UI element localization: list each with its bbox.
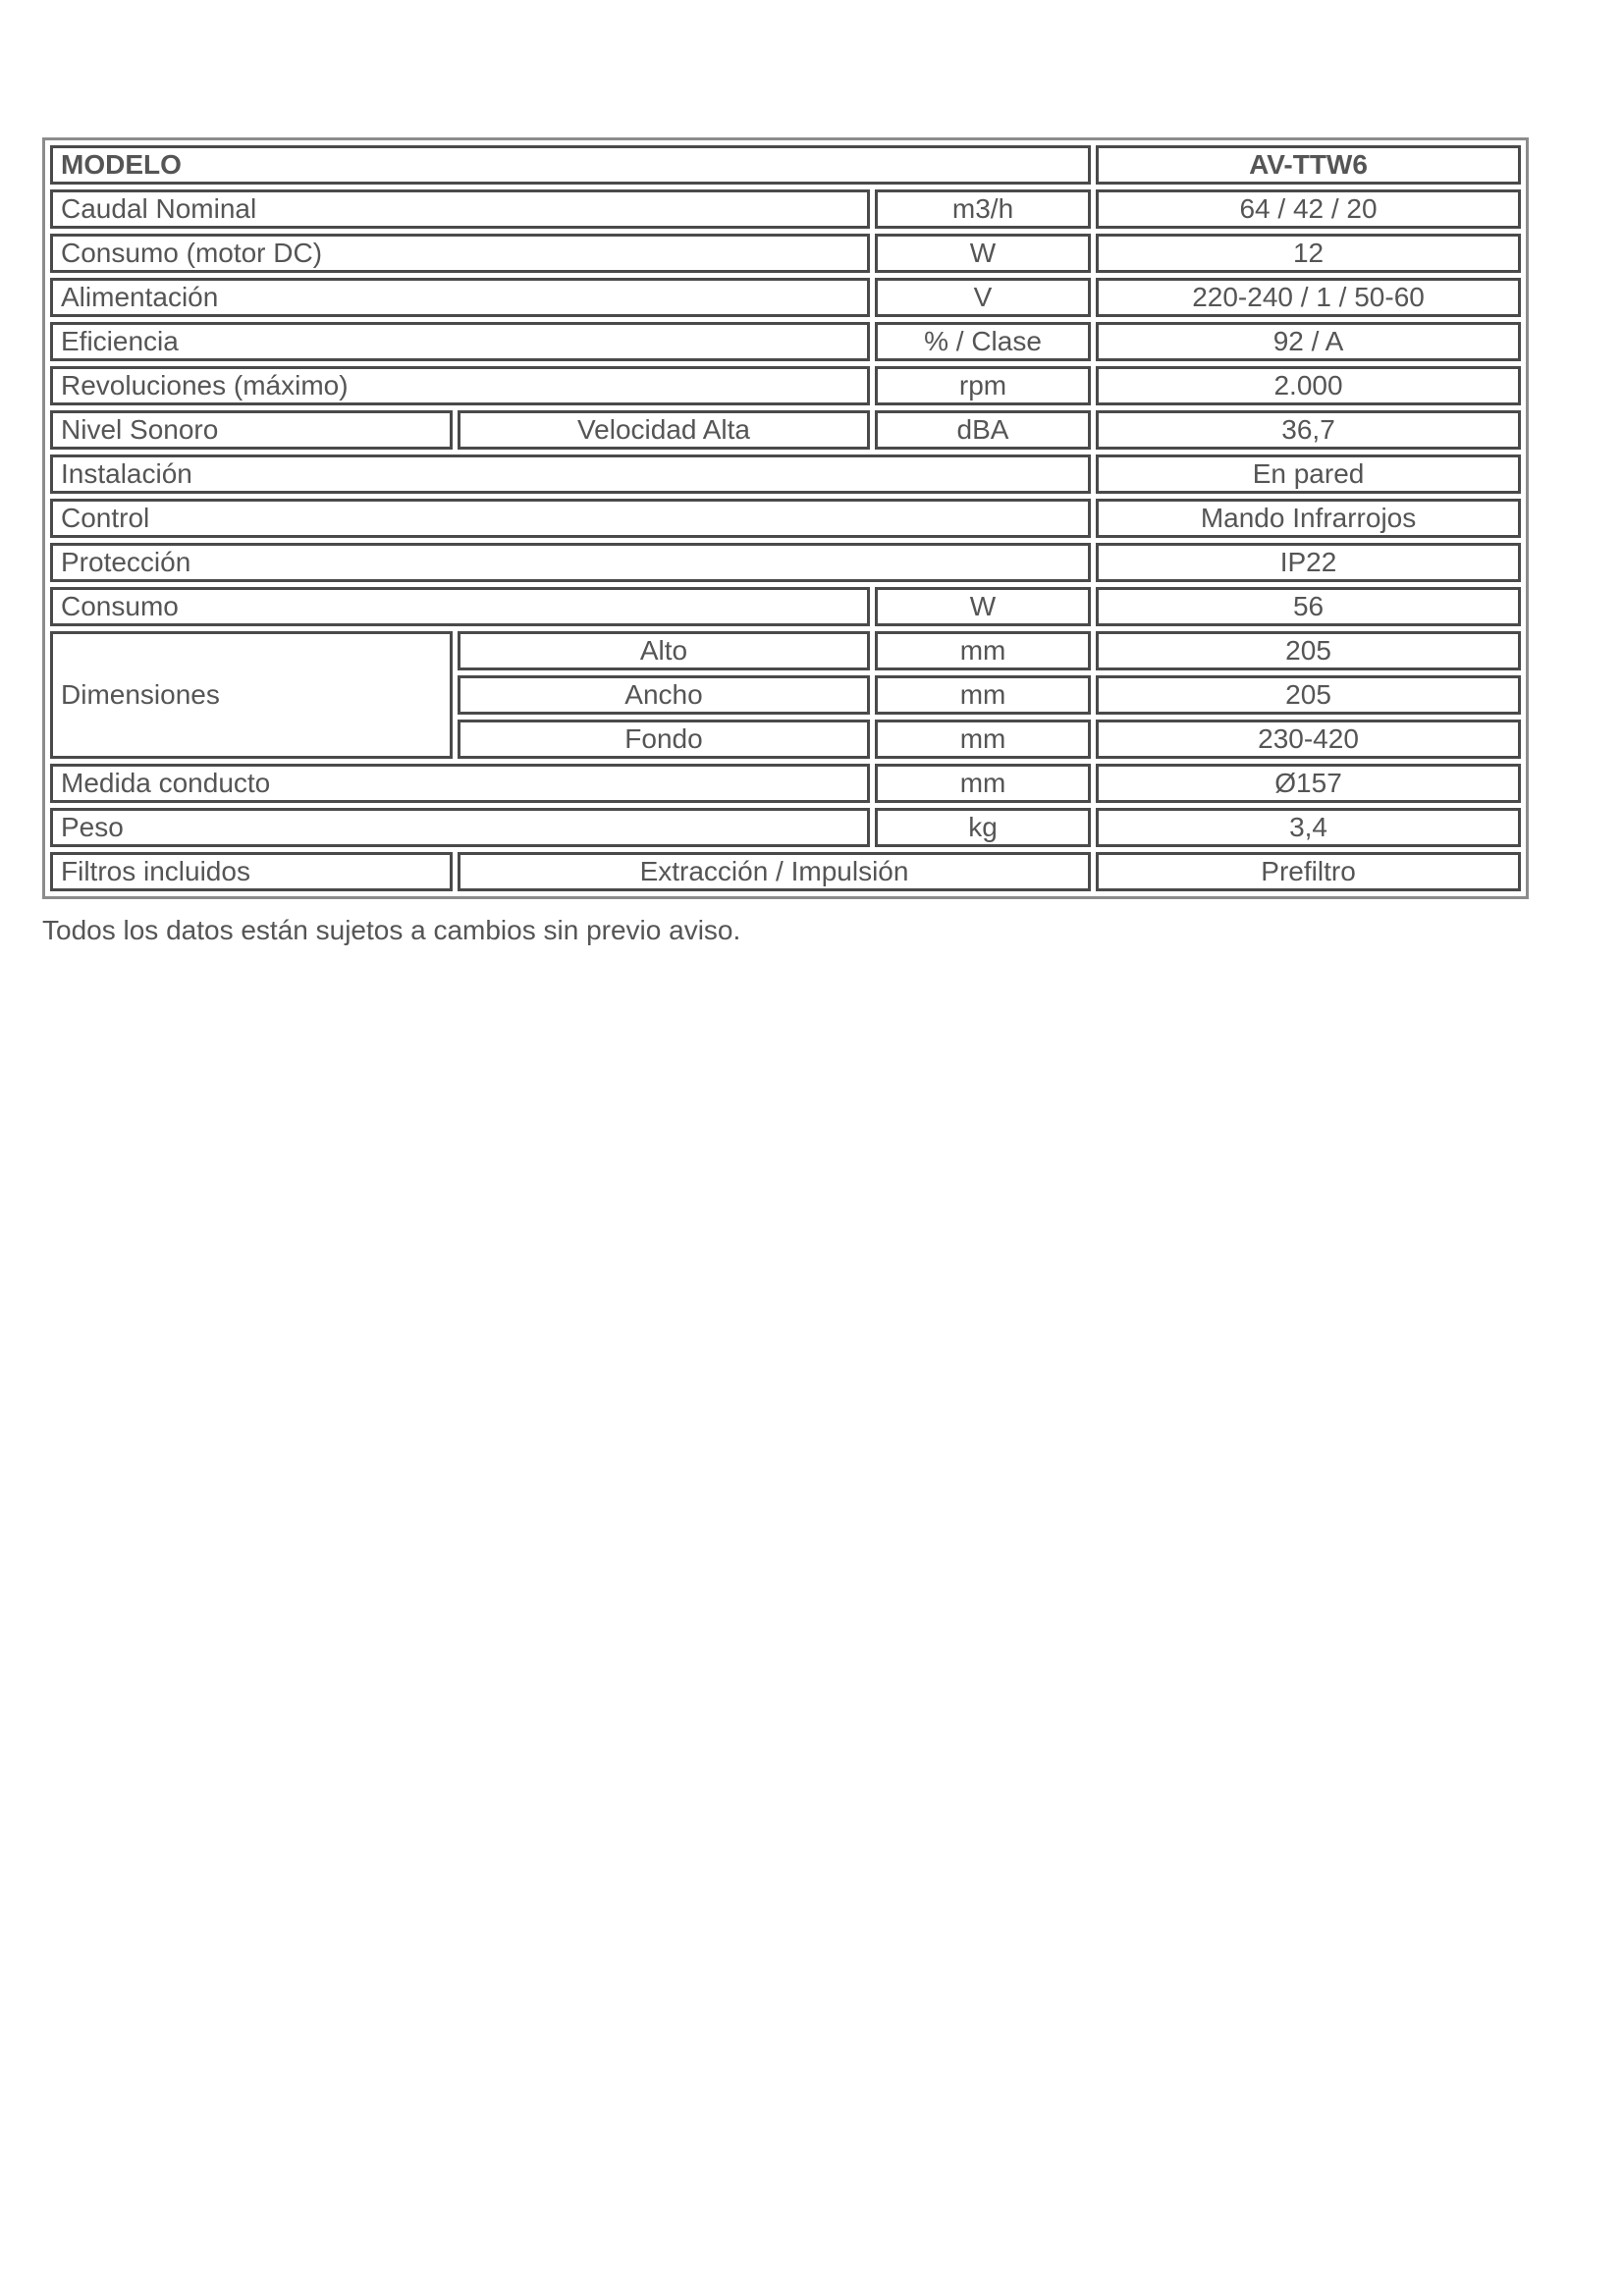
table-row: [50, 499, 1521, 538]
table-row: [50, 587, 1521, 626]
row-value: 205: [1096, 675, 1521, 715]
row-value: 205: [1096, 631, 1521, 670]
row-sublabel: Velocidad Alta: [458, 410, 870, 450]
row-label: Consumo: [50, 587, 870, 626]
row-value: 12: [1096, 234, 1521, 273]
row-value: 64 / 42 / 20: [1096, 189, 1521, 229]
table-row: [50, 543, 1521, 582]
row-unit: mm: [875, 720, 1091, 759]
row-value: En pared: [1096, 454, 1521, 494]
row-value: 36,7: [1096, 410, 1521, 450]
table-row: [50, 278, 1521, 317]
table-row: [50, 631, 1521, 670]
table-row: [50, 410, 1521, 450]
row-label: Filtros incluidos: [50, 852, 453, 891]
row-unit: rpm: [875, 366, 1091, 405]
row-unit: % / Clase: [875, 322, 1091, 361]
row-label-dimensions: Dimensiones: [50, 631, 453, 759]
row-sublabel: Fondo: [458, 720, 870, 759]
row-value: 2.000: [1096, 366, 1521, 405]
row-label: Peso: [50, 808, 870, 847]
row-value: IP22: [1096, 543, 1521, 582]
row-value: 3,4: [1096, 808, 1521, 847]
row-sublabel: Alto: [458, 631, 870, 670]
spec-table: [42, 137, 1529, 899]
row-unit: V: [875, 278, 1091, 317]
table-row: [50, 366, 1521, 405]
row-value: Ø157: [1096, 764, 1521, 803]
table-row: [50, 189, 1521, 229]
row-sublabel: Ancho: [458, 675, 870, 715]
row-value: 56: [1096, 587, 1521, 626]
table-row-header: [50, 145, 1521, 185]
row-unit: mm: [875, 764, 1091, 803]
table-row: [50, 234, 1521, 273]
row-label: Medida conducto: [50, 764, 870, 803]
row-unit: mm: [875, 675, 1091, 715]
table-row: [50, 454, 1521, 494]
row-unit: W: [875, 234, 1091, 273]
row-label: Eficiencia: [50, 322, 870, 361]
row-value: 220-240 / 1 / 50-60: [1096, 278, 1521, 317]
row-label: Caudal Nominal: [50, 189, 870, 229]
row-sublabel: Extracción / Impulsión: [458, 852, 1091, 891]
row-unit: mm: [875, 631, 1091, 670]
row-value: 230-420: [1096, 720, 1521, 759]
row-label: Nivel Sonoro: [50, 410, 453, 450]
row-value: Prefiltro: [1096, 852, 1521, 891]
row-unit: m3/h: [875, 189, 1091, 229]
table-row: [50, 808, 1521, 847]
table-row: [50, 852, 1521, 891]
row-label: Protección: [50, 543, 1091, 582]
row-label: Revoluciones (máximo): [50, 366, 870, 405]
row-label: Consumo (motor DC): [50, 234, 870, 273]
table-row: [50, 764, 1521, 803]
row-unit: dBA: [875, 410, 1091, 450]
model-header-label: MODELO: [50, 145, 1091, 185]
row-label: Instalación: [50, 454, 1091, 494]
row-value: 92 / A: [1096, 322, 1521, 361]
model-name: AV-TTW6: [1096, 145, 1521, 185]
row-label: Alimentación: [50, 278, 870, 317]
row-unit: W: [875, 587, 1091, 626]
footnote: Todos los datos están sujetos a cambios sin previo aviso.: [42, 915, 741, 945]
row-unit: kg: [875, 808, 1091, 847]
row-value: Mando Infrarrojos: [1096, 499, 1521, 538]
row-label: Control: [50, 499, 1091, 538]
table-row: [50, 322, 1521, 361]
